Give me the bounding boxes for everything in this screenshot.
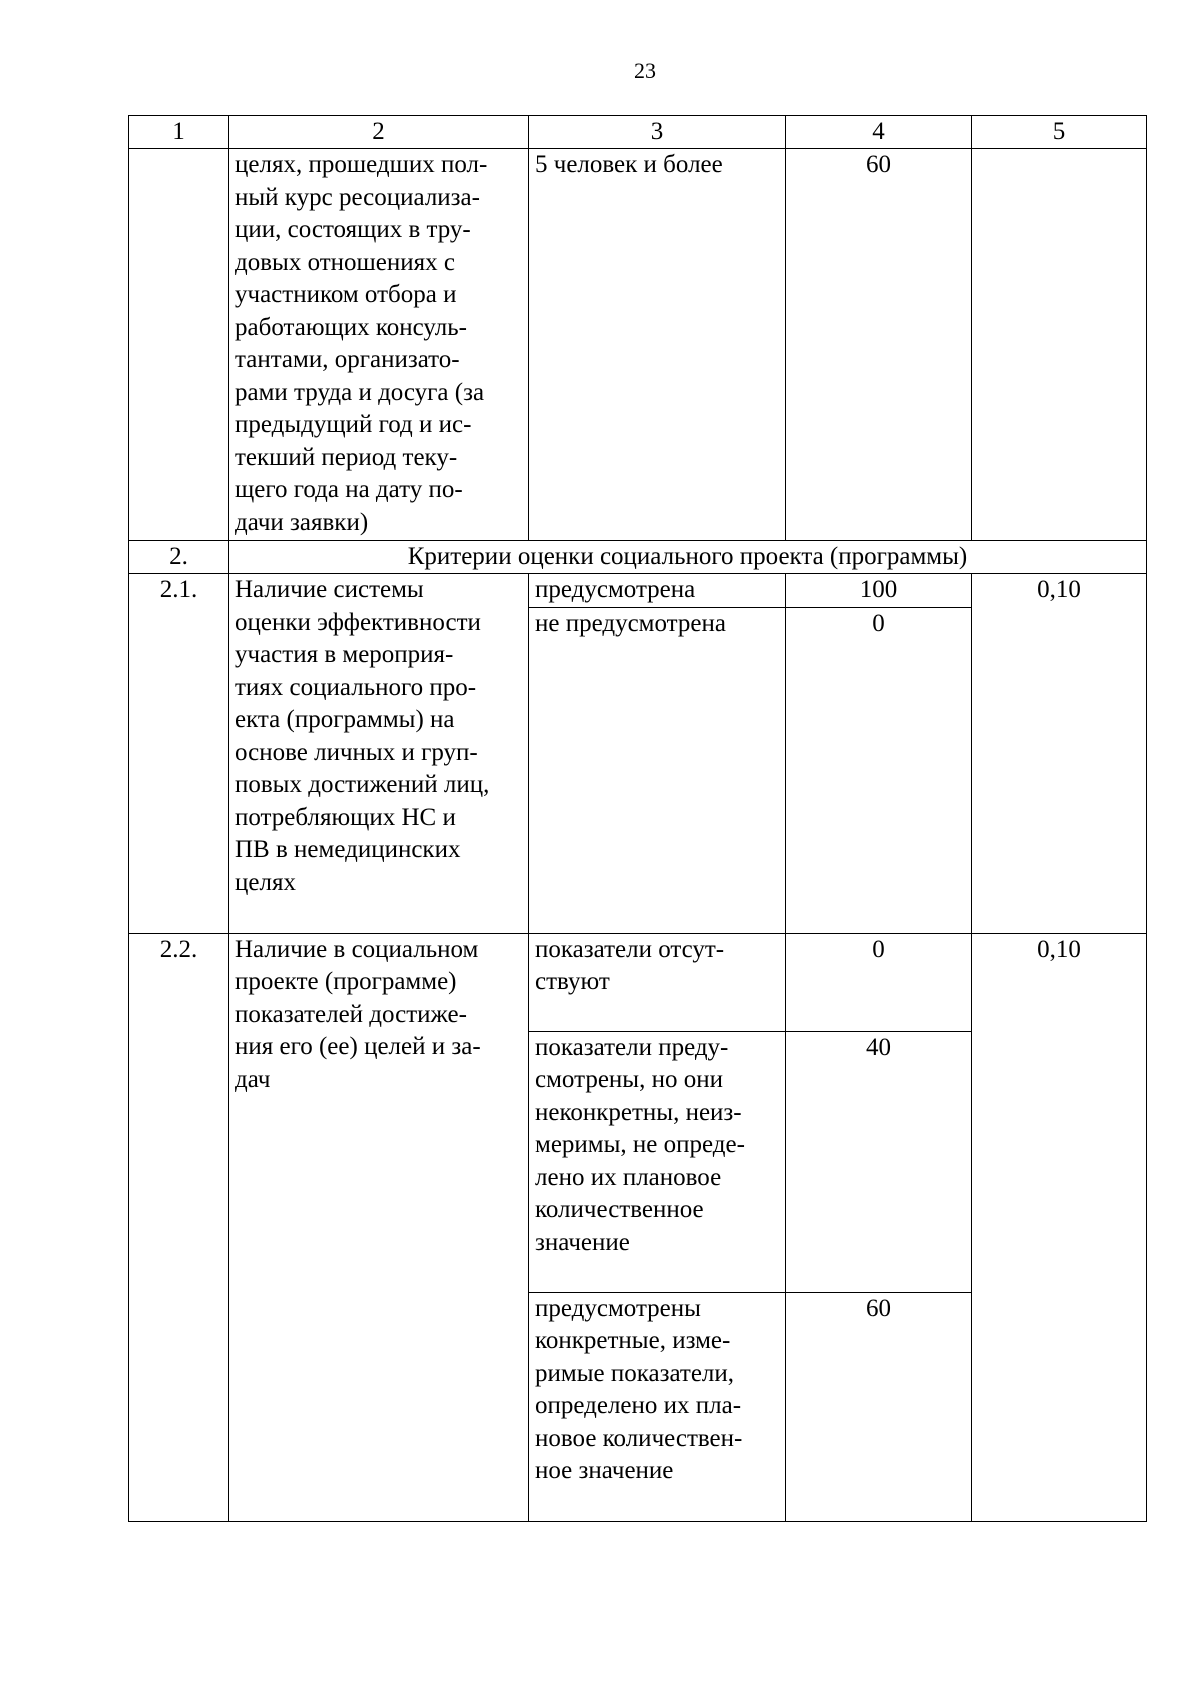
column-number-4: 4 [786,116,972,149]
value-text: 5 человек и более [529,149,786,541]
score-value: 0 [786,933,972,1031]
column-number-5: 5 [972,116,1147,149]
weight-value: 0,10 [972,933,1147,1521]
page-number: 23 [634,58,656,83]
section-row [129,541,1147,574]
criteria-table [128,115,1147,1522]
score-value: 100 [786,574,972,608]
score-value: 40 [786,1031,972,1292]
value-text: не предусмотрена [529,607,786,933]
item-number: 2.2. [129,933,229,1521]
weight-cell [972,149,1147,541]
score-value: 60 [786,149,972,541]
criterion-text: целях, прошедших пол- ный курс ресоциализа- ции, состоящих в тру- довых отношениях с участником отбора и работающих консуль- тантами, организато- рами труда и досуга (за предыдущий год и ис- текший период теку- щего года на дату по- дачи заявки) [229,149,529,541]
weight-value: 0,10 [972,574,1147,934]
column-number-1: 1 [129,116,229,149]
criterion-text: Наличие системы оценки эффективности участия в мероприя- тиях социального про- екта (программы) на основе личных и груп- повых достижений лиц, потребляющих НС и ПВ в немедицинских целях [229,574,529,934]
item-number: 2.1. [129,574,229,934]
value-text: показатели отсут- ствуют [529,933,786,1031]
value-text: предусмотрена [529,574,786,608]
column-number-3: 3 [529,116,786,149]
criterion-text: Наличие в социальном проекте (программе) показателей достиже- ния его (ее) целей и за- дач [229,933,529,1521]
table-header-row [129,116,1147,149]
value-text: показатели преду- смотрены, но они неконкретны, неиз- меримы, не опреде- лено их плановое количественное значение [529,1031,786,1292]
section-number: 2. [129,541,229,574]
table-row-2-2-a [129,933,1147,1031]
value-text: предусмотрены конкретные, изме- римые показатели, определено их пла- новое количествен- ное значение [529,1292,786,1521]
column-number-2: 2 [229,116,529,149]
number-cell [129,149,229,541]
section-title: Критерии оценки социального проекта (программы) [229,541,1147,574]
score-value: 0 [786,607,972,933]
score-value: 60 [786,1292,972,1521]
table-row-2-1-a [129,574,1147,608]
table-row-continuation [129,149,1147,541]
